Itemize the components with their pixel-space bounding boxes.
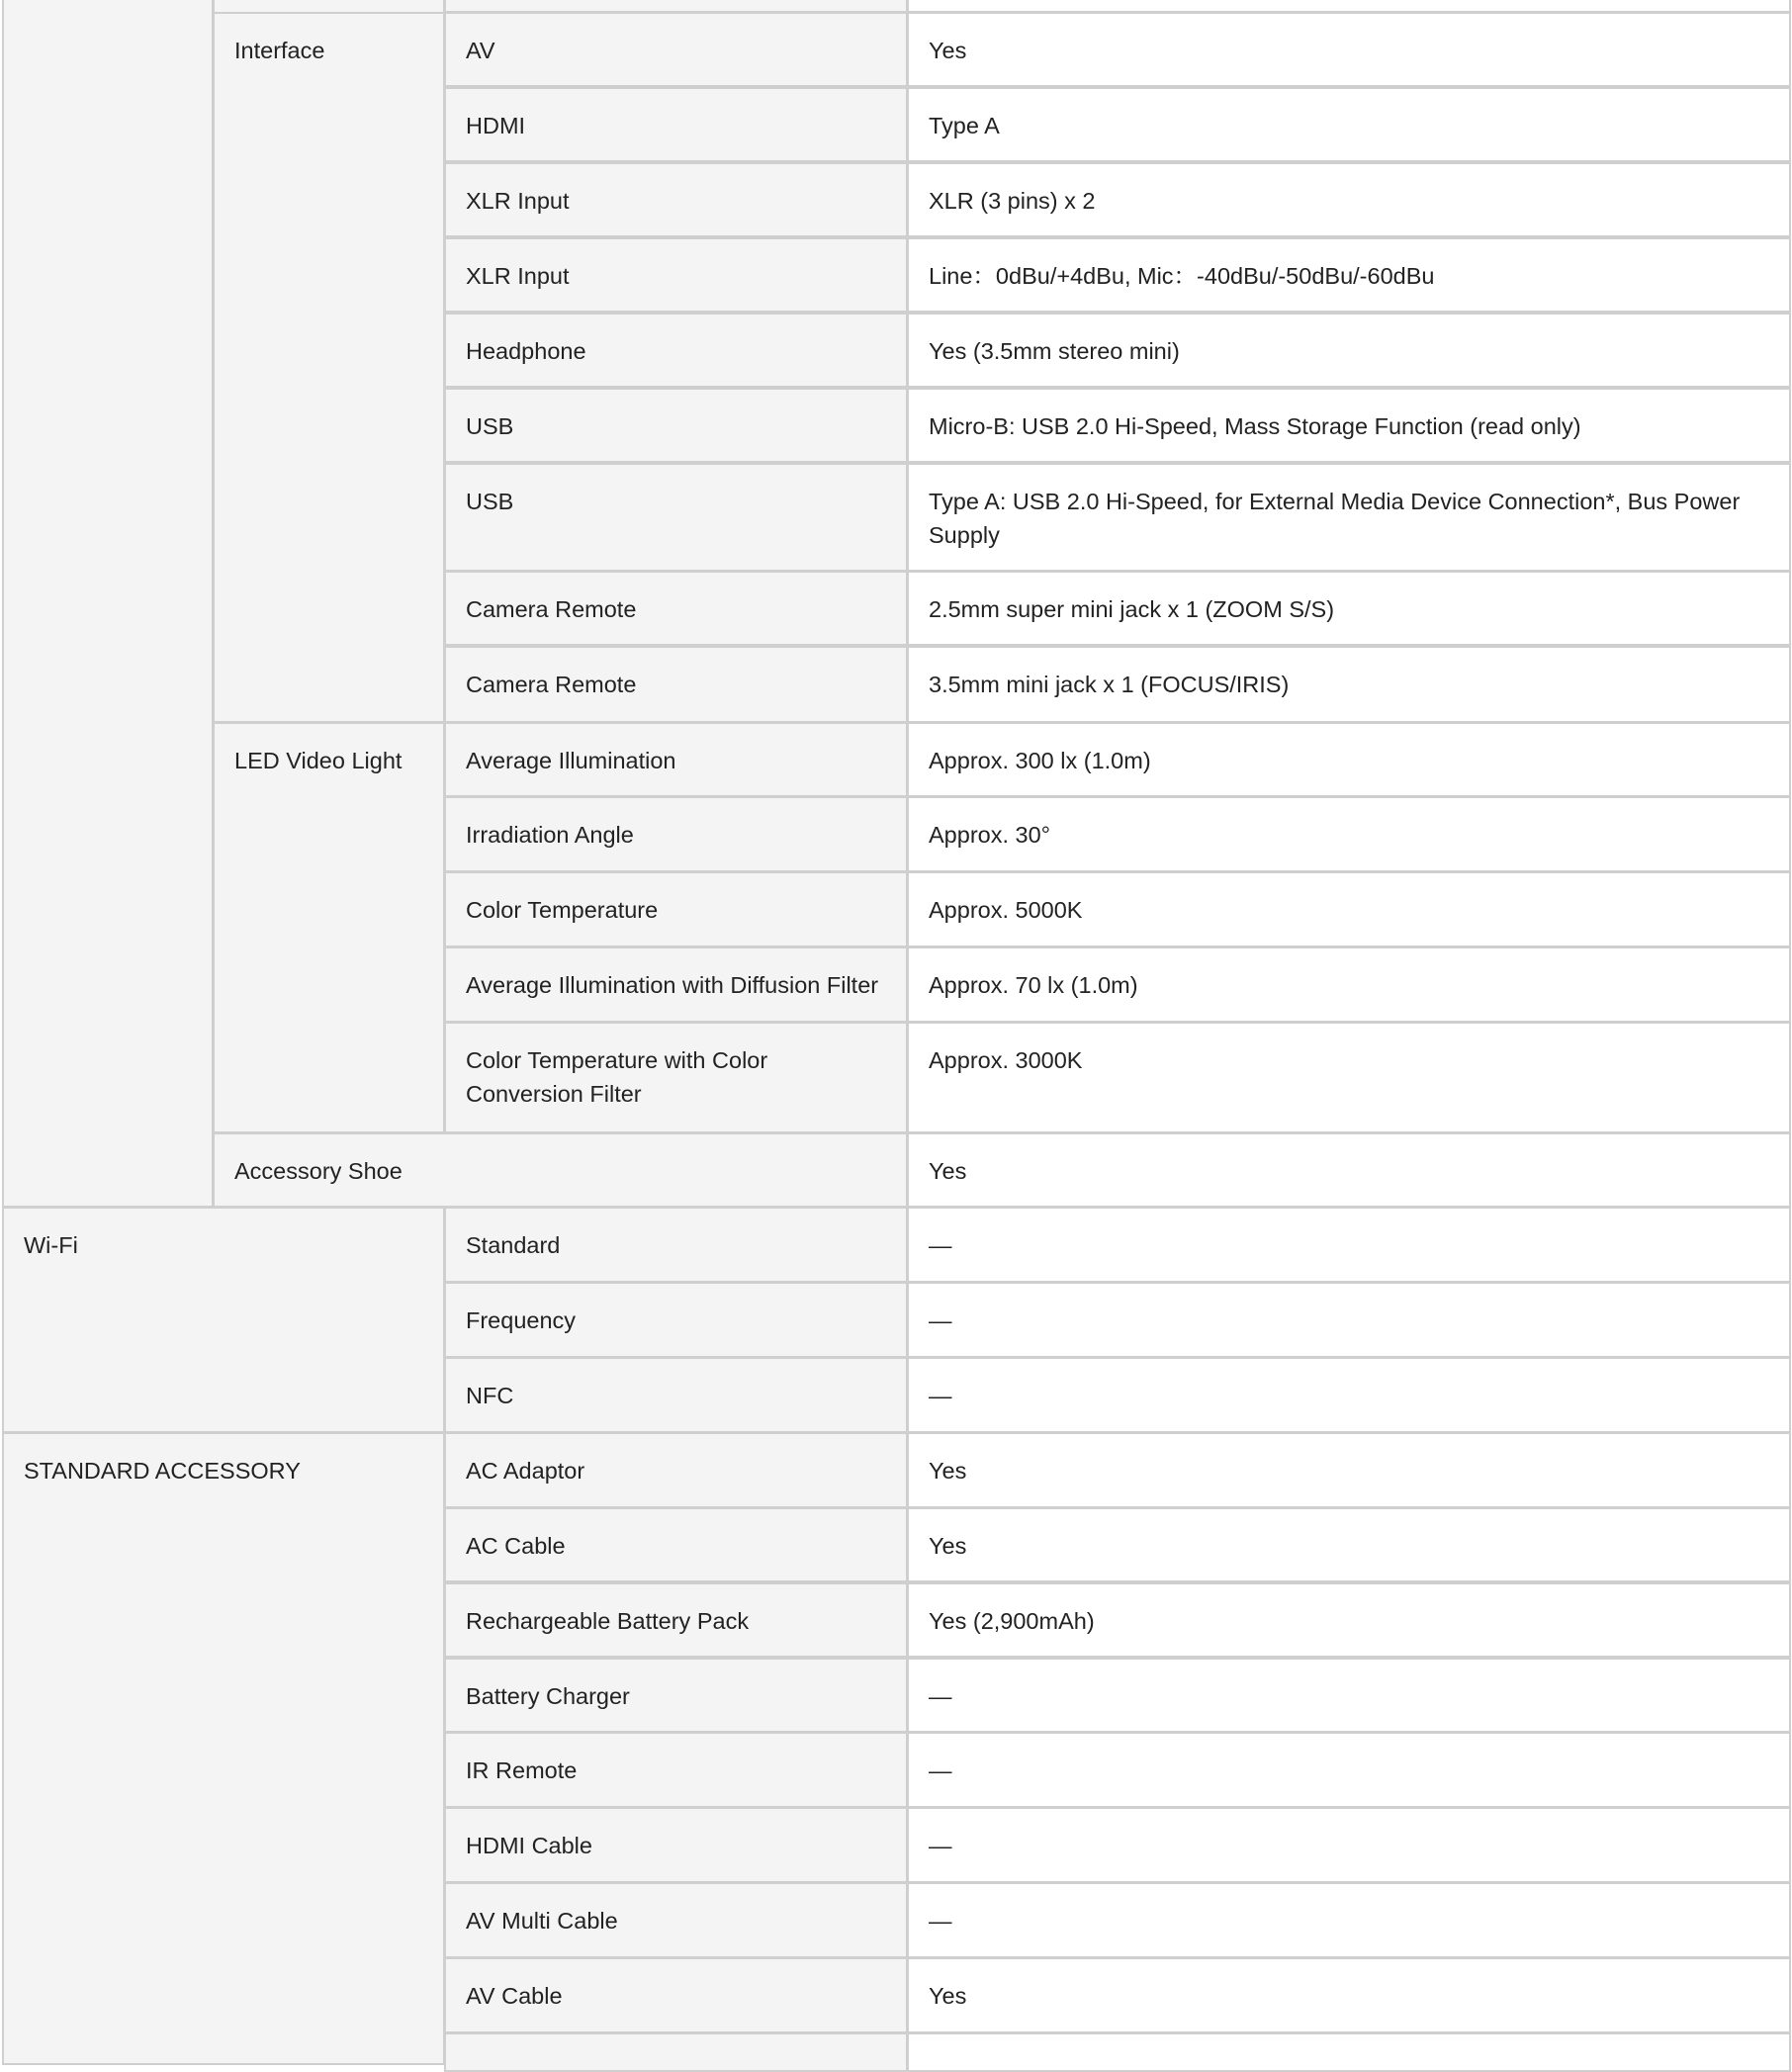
group-interface: Interface (213, 12, 445, 723)
spec-row-label: AV Multi Cable (444, 1882, 908, 1958)
spec-row-label: Camera Remote (444, 571, 908, 646)
spec-row-label: Irradiation Angle (444, 796, 908, 872)
spec-row-value (907, 2032, 1791, 2072)
spec-row-label: Frequency (444, 1282, 908, 1358)
spec-row-value: Micro-B: USB 2.0 Hi-Speed, Mass Storage Function (read only) (907, 388, 1791, 463)
spec-row-label: Battery Charger (444, 1658, 908, 1733)
spec-row-label: USB (444, 463, 908, 572)
spec-row-value: Yes (907, 1507, 1791, 1582)
group-led-video-light: LED Video Light (213, 722, 445, 1133)
group-wifi: Wi-Fi (2, 1207, 445, 1433)
spec-row-label: AV Cable (444, 1957, 908, 2033)
spec-row-label (444, 2032, 908, 2072)
spec-row-value: Yes (3.5mm stereo mini) (907, 313, 1791, 388)
spec-row-label: XLR Input (444, 237, 908, 313)
spec-row-value: Approx. 30° (907, 796, 1791, 872)
spec-row-label: Color Temperature with Color Conversion Filter (444, 1022, 908, 1133)
spec-row-label: USB (444, 388, 908, 463)
spec-row-label: AV (444, 12, 908, 87)
spec-row-value: Approx. 70 lx (1.0m) (907, 946, 1791, 1023)
spec-row-value: 2.5mm super mini jack x 1 (ZOOM S/S) (907, 571, 1791, 646)
spec-row-value: — (907, 1357, 1791, 1433)
spec-row-label: Average Illumination with Diffusion Filter (444, 946, 908, 1023)
group-accessory-shoe: Accessory Shoe (213, 1132, 908, 1208)
spec-row-value: — (907, 1658, 1791, 1733)
spec-row-label: IR Remote (444, 1732, 908, 1808)
spec-row-value: — (907, 1807, 1791, 1883)
section-label-cell (2, 0, 214, 1208)
spec-row-value: Approx. 3000K (907, 1022, 1791, 1133)
spec-row-label: NFC (444, 1357, 908, 1433)
spec-row-value: — (907, 1207, 1791, 1283)
spec-row-label: AC Adaptor (444, 1432, 908, 1508)
spec-row-value: Yes (907, 1132, 1791, 1208)
spec-row-value: Yes (907, 12, 1791, 87)
spec-row-value: — (907, 1882, 1791, 1958)
spec-row-value: Approx. 300 lx (1.0m) (907, 722, 1791, 797)
spec-row-value: Type A: USB 2.0 Hi-Speed, for External Media Device Connection*, Bus Power Supply (907, 463, 1791, 572)
spec-row-value: XLR (3 pins) x 2 (907, 162, 1791, 237)
spec-row-value: Line：0dBu/+4dBu, Mic：-40dBu/-50dBu/-60dBu (907, 237, 1791, 313)
spec-row-label: Headphone (444, 313, 908, 388)
group-standard-accessory: STANDARD ACCESSORY (2, 1432, 445, 2065)
spec-row-label: HDMI Cable (444, 1807, 908, 1883)
spec-row-value: Yes (2,900mAh) (907, 1582, 1791, 1658)
spec-row-label: Camera Remote (444, 646, 908, 723)
spec-row-label: AC Cable (444, 1507, 908, 1582)
spec-row-label: Standard (444, 1207, 908, 1283)
spec-row-value: — (907, 1282, 1791, 1358)
spec-row-label: Color Temperature (444, 871, 908, 947)
spec-row-value: Yes (907, 1432, 1791, 1508)
spec-row-label: Rechargeable Battery Pack (444, 1582, 908, 1658)
spec-row-value: — (907, 1732, 1791, 1808)
spec-row-value: 3.5mm mini jack x 1 (FOCUS/IRIS) (907, 646, 1791, 723)
spec-row-label: Average Illumination (444, 722, 908, 797)
spec-row-value: Type A (907, 87, 1791, 162)
spec-row-label: XLR Input (444, 162, 908, 237)
spec-row-value: Approx. 5000K (907, 871, 1791, 947)
spec-row-label: HDMI (444, 87, 908, 162)
spec-row-value: Yes (907, 1957, 1791, 2033)
